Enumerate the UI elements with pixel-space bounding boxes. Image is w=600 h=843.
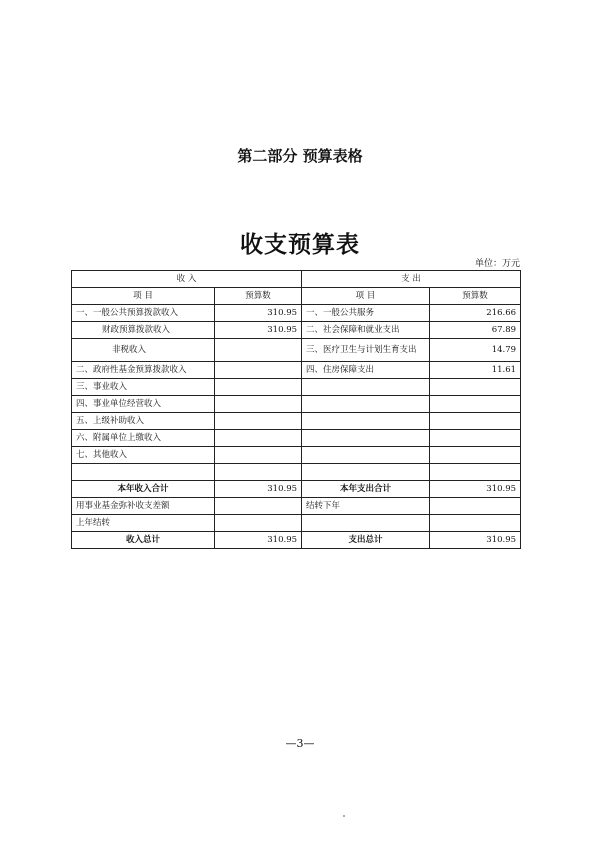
income-item <box>72 464 215 481</box>
table-row <box>72 305 521 322</box>
expense-item <box>302 515 430 532</box>
table-row <box>72 498 521 515</box>
table-row <box>72 515 521 532</box>
expense-item: 一、一般公共服务 <box>302 305 430 322</box>
income-value <box>215 379 302 396</box>
expense-value <box>430 498 521 515</box>
expense-item <box>302 413 430 430</box>
expense-value <box>430 515 521 532</box>
income-item: 用事业基金弥补收支差额 <box>72 498 215 515</box>
expense-value <box>430 464 521 481</box>
table-row <box>72 339 521 362</box>
expense-value <box>430 396 521 413</box>
table-row <box>72 396 521 413</box>
income-value: 310.95 <box>215 481 302 498</box>
table-row <box>72 379 521 396</box>
expense-item: 二、社会保障和就业支出 <box>302 322 430 339</box>
expense-item: 支出总计 <box>302 532 430 549</box>
expense-header: 支 出 <box>302 271 521 288</box>
income-value <box>215 396 302 413</box>
expense-item: 本年支出合计 <box>302 481 430 498</box>
expense-item <box>302 396 430 413</box>
table-row <box>72 464 521 481</box>
income-value <box>215 413 302 430</box>
expense-value: 11.61 <box>430 362 521 379</box>
expense-item-header: 项 目 <box>302 288 430 305</box>
expense-value: 310.95 <box>430 481 521 498</box>
expense-value: 216.66 <box>430 305 521 322</box>
income-budget-header: 预算数 <box>215 288 302 305</box>
table-row <box>72 413 521 430</box>
income-item: 三、事业收入 <box>72 379 215 396</box>
expense-item <box>302 430 430 447</box>
table-row <box>72 532 521 549</box>
page-number: —3— <box>285 737 315 750</box>
table-row <box>72 430 521 447</box>
expense-value: 310.95 <box>430 532 521 549</box>
income-value <box>215 515 302 532</box>
income-item: 非税收入 <box>72 339 215 362</box>
income-item: 六、附属单位上缴收入 <box>72 430 215 447</box>
expense-value: 14.79 <box>430 339 521 362</box>
income-value <box>215 339 302 362</box>
expense-item <box>302 379 430 396</box>
expense-item <box>302 447 430 464</box>
income-item-header: 项 目 <box>72 288 215 305</box>
income-value <box>215 430 302 447</box>
expense-item: 四、住房保障支出 <box>302 362 430 379</box>
income-value <box>215 464 302 481</box>
income-item: 七、其他收入 <box>72 447 215 464</box>
table-title: 收支预算表 <box>240 231 360 258</box>
table-row <box>72 447 521 464</box>
income-value <box>215 362 302 379</box>
table-row <box>72 481 521 498</box>
expense-budget-header: 预算数 <box>430 288 521 305</box>
income-item: 收入总计 <box>72 532 215 549</box>
income-item: 财政预算拨款收入 <box>72 322 215 339</box>
expense-value <box>430 430 521 447</box>
expense-value: 67.89 <box>430 322 521 339</box>
income-value <box>215 498 302 515</box>
income-item: 四、事业单位经营收入 <box>72 396 215 413</box>
table-row <box>72 322 521 339</box>
income-value <box>215 447 302 464</box>
expense-value <box>430 379 521 396</box>
income-item: 五、上级补助收入 <box>72 413 215 430</box>
income-item: 本年收入合计 <box>72 481 215 498</box>
expense-item: 结转下年 <box>302 498 430 515</box>
expense-value <box>430 413 521 430</box>
income-item: 二、政府性基金预算拨款收入 <box>72 362 215 379</box>
income-item: 上年结转 <box>72 515 215 532</box>
budget-table <box>71 270 521 549</box>
section-title: 第二部分 预算表格 <box>237 147 363 165</box>
income-item: 一、一般公共预算拨款收入 <box>72 305 215 322</box>
unit-label: 单位：万元 <box>474 259 520 269</box>
expense-item: 三、医疗卫生与计划生育支出 <box>302 339 430 362</box>
table-row <box>72 362 521 379</box>
income-value: 310.95 <box>215 305 302 322</box>
expense-item <box>302 464 430 481</box>
income-header: 收 入 <box>72 271 302 288</box>
expense-value <box>430 447 521 464</box>
scan-speck <box>343 815 345 817</box>
income-value: 310.95 <box>215 322 302 339</box>
income-value: 310.95 <box>215 532 302 549</box>
